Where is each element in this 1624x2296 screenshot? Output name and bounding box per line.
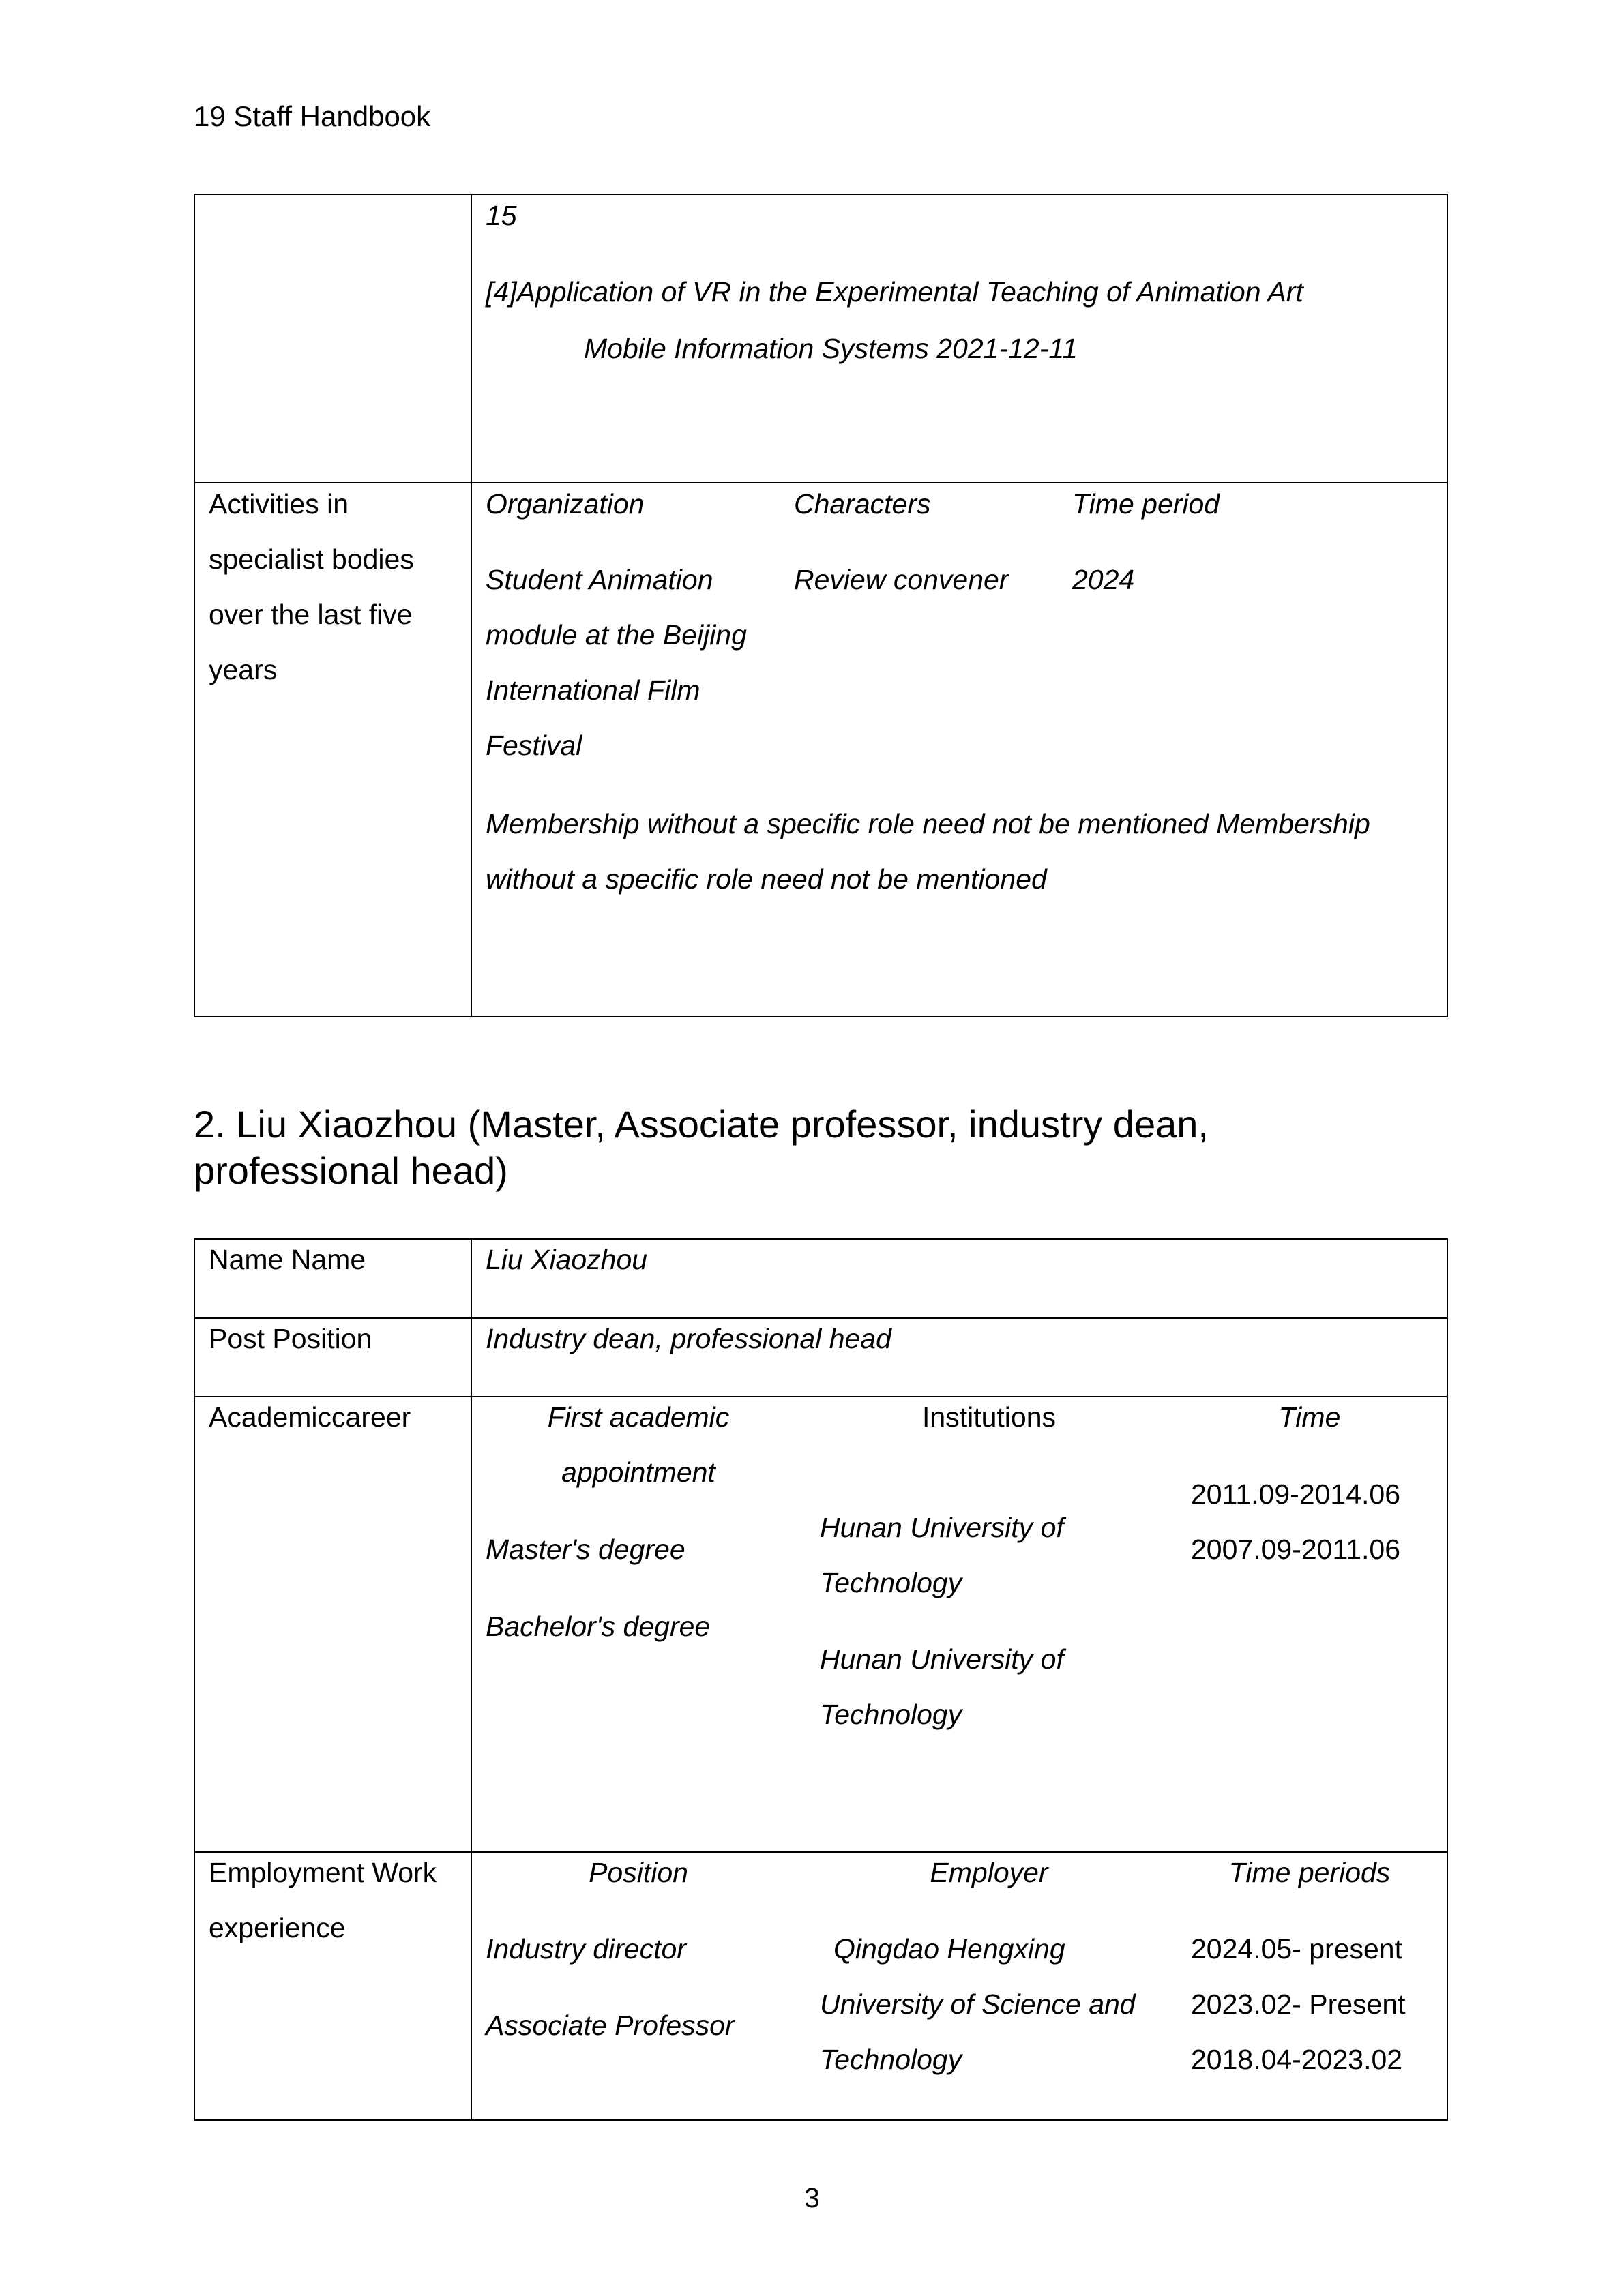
academic-time: 2011.09-2014.06: [1191, 1478, 1401, 1510]
membership-note-line: Membership without a specific role need not be mentioned Membership: [486, 808, 1370, 839]
employment-label-line: Employment Work: [209, 1857, 437, 1888]
col-first-academic: First academic: [547, 1401, 730, 1433]
post-label: Post Position: [209, 1323, 372, 1354]
employment-label-line: experience: [209, 1912, 346, 1943]
col-time-periods: Time periods: [1228, 1857, 1391, 1888]
col-characters: Characters: [794, 488, 931, 520]
col-organization: Organization: [486, 488, 645, 520]
employment-time: 2023.02- Present: [1191, 1988, 1406, 2020]
publication-title: [4]Application of VR in the Experimental Teaching of Animation Art: [486, 276, 1303, 308]
section-title-line: 2. Liu Xiaozhou (Master, Associate professor, industry dean,: [194, 1103, 1209, 1146]
section-title: [194, 1101, 1524, 1194]
activities-label-line: Activities in: [209, 488, 349, 520]
position-value: Associate Professor: [486, 2010, 735, 2041]
employment-time: 2018.04-2023.02: [1191, 2044, 1403, 2075]
organization-line: Festival: [486, 730, 582, 761]
degree-bachelors: Bachelor's degree: [486, 1611, 711, 1642]
row-divider: [194, 1317, 1448, 1319]
role-value: Review convener: [794, 564, 1009, 595]
activities-label-line: years: [209, 654, 278, 685]
post-value: Industry dean, professional head: [486, 1323, 891, 1354]
academic-time: 2007.09-2011.06: [1191, 1534, 1401, 1565]
column-divider: [471, 1238, 472, 2121]
col-employer: Employer: [930, 1857, 1048, 1888]
organization-line: Student Animation: [486, 564, 713, 595]
row-divider: [194, 1851, 1448, 1853]
membership-note-line: without a specific role need not be mentioned: [486, 863, 1047, 895]
col-first-academic: appointment: [561, 1457, 715, 1488]
year-value: 2024: [1072, 564, 1135, 595]
col-time: Time: [1278, 1401, 1341, 1433]
organization-line: module at the Beijing: [486, 619, 747, 651]
col-time-period: Time period: [1072, 488, 1220, 520]
row-divider: [194, 1396, 1448, 1397]
continuation-line-1: 15: [486, 200, 517, 231]
col-position: Position: [589, 1857, 688, 1888]
degree-masters: Master's degree: [486, 1534, 685, 1565]
activities-label-line: over the last five: [209, 599, 413, 630]
employer-line: Technology: [820, 2044, 962, 2075]
name-value: Liu Xiaozhou: [486, 1244, 648, 1275]
activities-label-line: specialist bodies: [209, 543, 414, 575]
employment-time: 2024.05- present: [1191, 1933, 1403, 1965]
publication-journal: Mobile Information Systems 2021-12-11: [584, 333, 1078, 364]
column-divider: [471, 194, 472, 1017]
position-value: Industry director: [486, 1933, 686, 1965]
name-label: Name Name: [209, 1244, 366, 1275]
employer-line: Qingdao Hengxing: [833, 1933, 1065, 1965]
institution-line: Technology: [820, 1699, 962, 1730]
academic-label: Academiccareer: [209, 1401, 411, 1433]
institution-line: Hunan University of: [820, 1643, 1064, 1675]
employer-line: University of Science and: [820, 1988, 1136, 2020]
page-header: 19 Staff Handbook: [194, 100, 431, 132]
section-title-line: professional head): [194, 1149, 508, 1192]
row-divider: [194, 482, 1448, 483]
organization-line: International Film: [486, 674, 700, 706]
col-institutions: Institutions: [922, 1401, 1056, 1433]
page-number: 3: [804, 2182, 820, 2213]
institution-line: Technology: [820, 1567, 962, 1598]
institution-line: Hunan University of: [820, 1512, 1064, 1543]
